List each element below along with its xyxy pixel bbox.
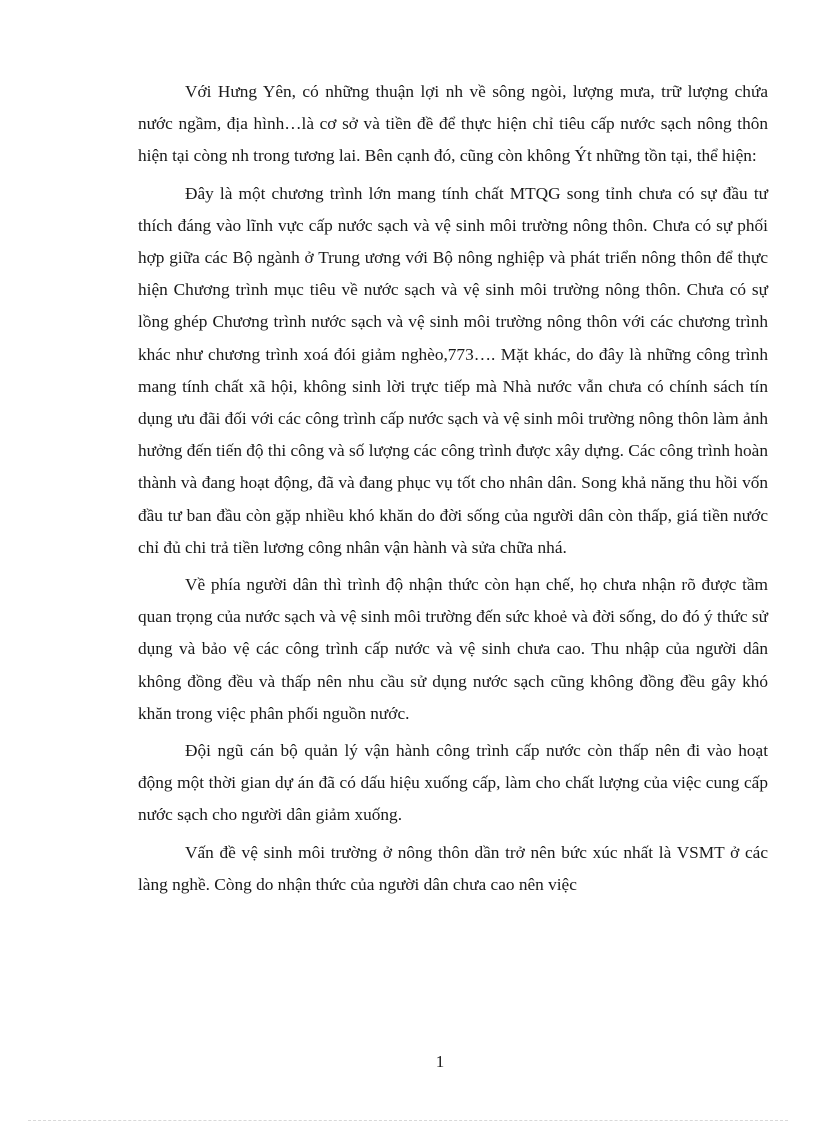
page-divider <box>28 1120 788 1121</box>
paragraph-2: Đây là một chương trình lớn mang tính chất MTQG song tỉnh chưa có sự đầu tư thích đáng vào lĩnh vực cấp nước sạch và vệ sinh môi trường nông thôn. Chưa có sự phối hợp giữa các Bộ ngành ở Trung ương với Bộ nông nghiệp và phát triển nông thôn để thực hiện Chương trình mục tiêu về nước sạch và vệ sinh môi trường nông thôn. Chưa có sự lồng ghép Chương trình nước sạch và vệ sinh môi trường nông thôn với các chương trình khác như chương trình xoá đói giảm nghèo,773…. Mặt khác, do đây là những công trình mang tính chất xã hội, không sinh lời trực tiếp mà Nhà nước vẫn chưa có chính sách tín dụng ưu đãi đối với các công trình cấp nước sạch và vệ sinh môi trường nông thôn làm ảnh hưởng đến tiến độ thi công và số lượng các công trình được xây dựng. Các công trình hoàn thành và đang hoạt động, đã và đang phục vụ tốt cho nhân dân. Song khả năng thu hồi vốn đầu tư ban đầu còn gặp nhiều khó khăn do đời sống của người dân còn thấp, giá tiền nước chỉ đủ chi trả tiền lương công nhân vận hành và sửa chữa nhá. <box>138 183 768 557</box>
paragraph-4: Đội ngũ cán bộ quản lý vận hành công trình cấp nước còn thấp nên đi vào hoạt động một thời gian dự án đã có dấu hiệu xuống cấp, làm cho chất lượng của việc cung cấp nước sạch cho người dân giảm xuống. <box>138 741 768 825</box>
paragraph-3: Về phía người dân thì trình độ nhận thức còn hạn chế, họ chưa nhận rõ được tầm quan trọng của nước sạch và vệ sinh môi trường đến sức khoẻ và đời sống, do đó ý thức sử dụng và bảo vệ các công trình cấp nước và vệ sinh chưa cao. Thu nhập của người dân không đồng đều và thấp nên nhu cầu sử dụng nước sạch cũng không đồng đều gây khó khăn trong việc phân phối nguồn nước. <box>138 575 768 723</box>
paragraph-1: Với Hưng Yên, có những thuận lợi nh về sông ngòi, lượng mưa, trữ lượng chứa nước ngầm, địa hình…là cơ sở và tiền đề để thực hiện chỉ tiêu cấp nước sạch nông thôn hiện tại còng nh trong tương lai. Bên cạnh đó, cũng còn không Ýt những tồn tại, thể hiện: <box>138 82 768 166</box>
page-number: 1 <box>435 1052 445 1071</box>
paragraph-5: Vấn đề vệ sinh môi trường ở nông thôn dần trở nên bức xúc nhất là VSMT ở các làng nghề. Còng do nhận thức của người dân chưa cao nên việc <box>138 842 768 894</box>
body-text <box>138 76 768 906</box>
